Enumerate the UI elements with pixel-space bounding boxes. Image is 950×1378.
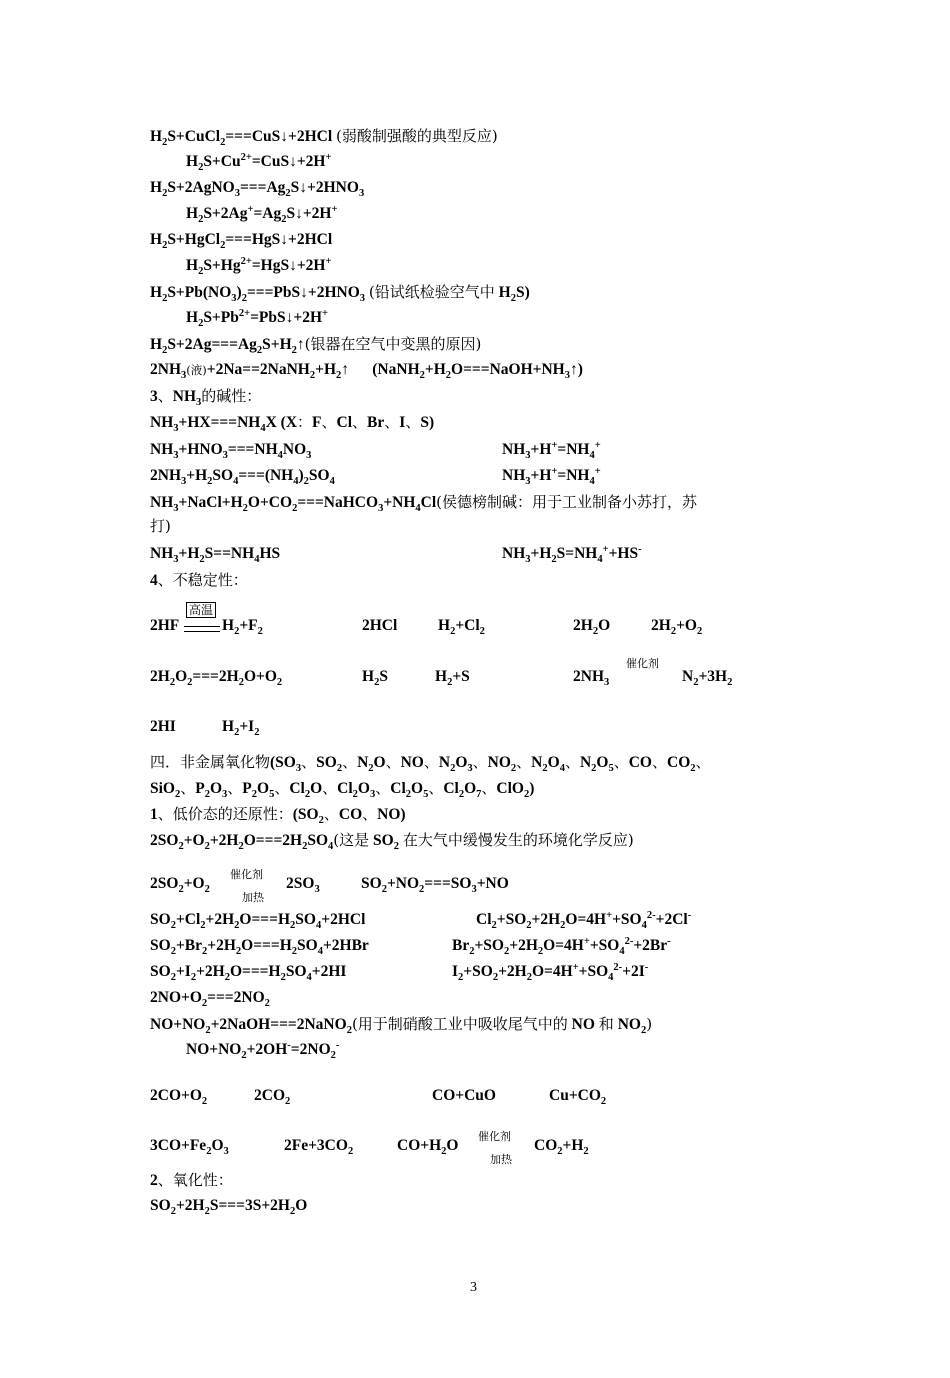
- formula-line: $Cl_2+SO_2+2H_2O=4H^++SO_4^{2-}+2Cl^-$: [476, 910, 692, 931]
- formula-line: 2HF: [150, 617, 180, 634]
- formula-line: $2NH_3$: [573, 668, 610, 688]
- formula-line: $H_2+I_2$: [222, 718, 260, 738]
- formula-line: $H_2S+Pb(NO_3)_2===PbS↓+2HNO_3$ (铅试纸检验空气中 $H_2S$): [150, 283, 530, 304]
- formula-line: $2SO_3$: [286, 875, 320, 895]
- formula-line: $Br_2+SO_2+2H_2O=4H^++SO_4^{2-}+2Br^-$: [452, 936, 671, 957]
- page-number: 3: [470, 1280, 477, 1295]
- formula-line: 1、低价态的还原性：($SO_2$、CO、NO): [150, 805, 406, 826]
- formula-line: $NH_3+H_2S=NH_4^++HS^-$: [502, 544, 642, 565]
- formula-line: $H_2S$: [362, 668, 388, 688]
- formula-line: $H_2S+2Ag===Ag_2S+H_2↑$(银器在空气中变黑的原因): [150, 335, 482, 356]
- formula-line: $SO_2+I_2+2H_2O===H_2SO_4+2HI$: [150, 963, 347, 983]
- formula-line: $H_2S+2AgNO_3===Ag_2S↓+2HNO_3$: [150, 179, 365, 199]
- formula-line: $2H_2O_2===2H_2O+O_2$: [150, 668, 283, 688]
- formula-line: $H_2+S$: [435, 668, 470, 688]
- reaction-condition: 催化剂: [478, 1130, 511, 1143]
- reaction-condition: 加热: [242, 891, 264, 904]
- formula-line: $I_2+SO_2+2H_2O=4H^++SO_4^{2-}+2I^-$: [452, 962, 649, 983]
- formula-line: $NH_3+HNO_3===NH_4NO_3$: [150, 441, 312, 461]
- formula-line: $2CO_2$: [254, 1087, 291, 1107]
- formula-line: $H_2+Cl_2$: [438, 617, 485, 637]
- formula-line: $3CO+Fe_2O_3$: [150, 1137, 229, 1157]
- formula-line: $NH_3+H^+=NH_4^+$: [502, 440, 601, 461]
- formula-line: $NO+NO_2+2NaOH===2NaNO_2$(用于制硝酸工业中吸收尾气中的 NO 和 $NO_2$): [150, 1015, 653, 1036]
- formula-line: 打): [150, 517, 171, 535]
- reaction-condition: 催化剂: [230, 868, 263, 881]
- formula-line: $2Fe+3CO_2$: [284, 1137, 354, 1157]
- formula-line: 2HCl: [362, 617, 398, 634]
- formula-line: 四．非金属氧化物($SO_3$、$SO_2$、$N_2O$、NO、$N_2O_3$、$NO_2$、$N_2O_4$、$N_2O_5$、CO、$CO_2$、: [150, 753, 711, 774]
- formula-line: $2H_2+O_2$: [651, 617, 703, 637]
- formula-line: $2NH_3$(液)$+2Na==2NaNH_2+H_2↑$ $(NaNH_2+H_2O===NaOH+NH_3↑)$: [150, 361, 583, 381]
- formula-line: $H_2S+CuCl_2===CuS↓+2HCl$ (弱酸制强酸的典型反应): [150, 127, 498, 148]
- formula-line: $NH_3+HX===NH_4X$ (X：F、Cl、Br、I、S): [150, 413, 435, 434]
- formula-line: 2HI: [150, 718, 176, 735]
- formula-line: $H_2+F_2$: [222, 617, 263, 637]
- reaction-condition: 高温: [186, 602, 216, 618]
- formula-line: $CO_2+H_2$: [534, 1137, 589, 1157]
- formula-line: $H_2S+HgCl_2===HgS↓+2HCl$: [150, 231, 333, 251]
- formula-line: $SO_2+Br_2+2H_2O===H_2SO_4+2HBr$: [150, 937, 369, 957]
- formula-line: 2、氧化性：: [150, 1171, 233, 1189]
- formula-line: $NO+NO_2+2OH^-=2NO_2^-$: [186, 1040, 340, 1061]
- formula-line: 4、不稳定性：: [150, 571, 248, 589]
- formula-line: SiO$_2$、$P_2O_3$、$P_2O_5$、$Cl_2O$、$Cl_2O_3$、$Cl_2O_5$、$Cl_2O_7$、ClO$_2$): [150, 779, 535, 800]
- formula-line: $SO_2+Cl_2+2H_2O===H_2SO_4+2HCl$: [150, 911, 366, 931]
- formula-line: $H_2S+2Ag^+=Ag_2S↓+2H^+$: [186, 204, 338, 225]
- reaction-condition: 加热: [490, 1153, 512, 1166]
- formula-line: $SO_2+NO_2===SO_3+NO$: [361, 875, 509, 895]
- formula-line: $NH_3+NaCl+H_2O+CO_2===NaHCO_3+NH_4Cl$(侯德榜制碱：用于工业制备小苏打，苏: [150, 493, 698, 514]
- formula-line: $N_2+3H_2$: [682, 668, 733, 688]
- formula-line: $Cu+CO_2$: [549, 1087, 607, 1107]
- formula-line: $NH_3+H_2S==NH_4HS$: [150, 545, 281, 565]
- formula-line: $2SO_2+O_2+2H_2O===2H_2SO_4$(这是 $SO_2$ 在大气中缓慢发生的环境化学反应): [150, 831, 634, 852]
- reaction-arrow-line: [184, 631, 220, 632]
- formula-line: $H_2S+Hg^{2+}=HgS↓+2H^+$: [186, 256, 332, 277]
- formula-line: $H_2S+Pb^{2+}=PbS↓+2H^+$: [186, 308, 329, 329]
- formula-line: $2CO+O_2$: [150, 1087, 208, 1107]
- formula-line: $CO+H_2O$: [397, 1137, 459, 1157]
- formula-line: $H_2S+Cu^{2+}=CuS↓+2H^+$: [186, 152, 332, 173]
- reaction-arrow-line: [184, 626, 220, 627]
- formula-line: $SO_2+2H_2S===3S+2H_2O$: [150, 1197, 308, 1217]
- formula-line: 3、$NH_3$的碱性：: [150, 387, 262, 408]
- formula-line: $2H_2O$: [573, 617, 611, 637]
- formula-line: $2SO_2+O_2$: [150, 875, 210, 895]
- reaction-condition: 催化剂: [626, 657, 659, 670]
- formula-line: $2NO+O_2===2NO_2$: [150, 989, 270, 1009]
- formula-line: CO+CuO: [432, 1087, 496, 1104]
- formula-line: $NH_3+H^+=NH_4^+$: [502, 466, 601, 487]
- formula-line: $2NH_3+H_2SO_4===(NH_4)_2SO_4$: [150, 467, 335, 487]
